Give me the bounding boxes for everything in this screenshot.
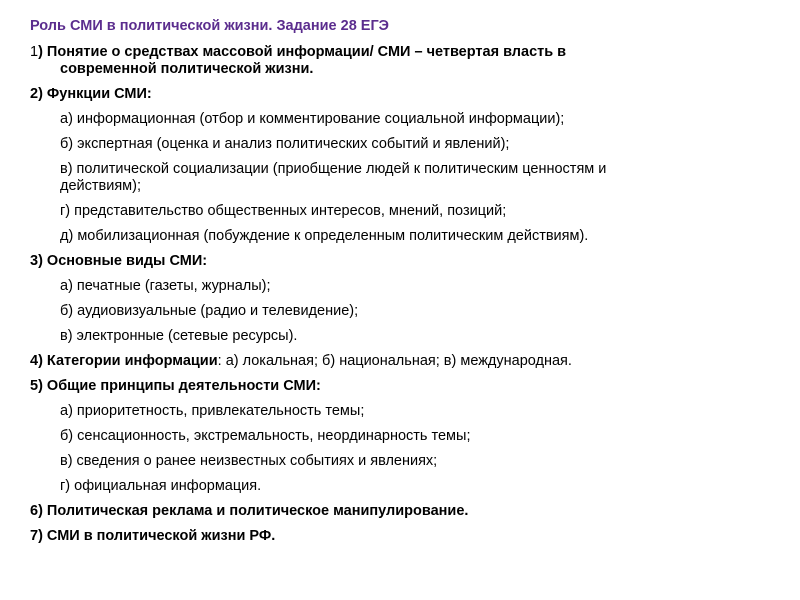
item-1 xyxy=(30,44,775,78)
item-2-sub-c xyxy=(30,161,775,195)
item-6-heading: 6) Политическая реклама и политическое манипулирование. xyxy=(30,503,469,519)
item-2-sub-c-line-2: действиям); xyxy=(60,178,141,194)
item-3-sub-a: а) печатные (газеты, журналы); xyxy=(60,278,271,294)
slide-title: Роль СМИ в политической жизни. Задание 28 ЕГЭ xyxy=(30,18,390,34)
item-2-sub-a: а) информационная (отбор и комментирование социальной информации); xyxy=(60,111,565,127)
item-3-sub-c: в) электронные (сетевые ресурсы). xyxy=(60,328,298,344)
item-3-heading: 3) Основные виды СМИ: xyxy=(30,253,208,269)
item-5-sub-c: в) сведения о ранее неизвестных событиях и явлениях; xyxy=(60,453,438,469)
item-1-text-line-2: современной политической жизни. xyxy=(60,61,314,77)
item-2-heading: 2) Функции СМИ: xyxy=(30,86,152,102)
item-2-sub-d: г) представительство общественных интересов, мнений, позиций; xyxy=(60,203,507,219)
item-4-rest: : а) локальная; б) национальная; в) международная. xyxy=(217,353,572,369)
item-2-sub-c-line-1: в) политической социализации (приобщение людей к политическим ценностям и xyxy=(60,161,607,177)
item-5-heading: 5) Общие принципы деятельности СМИ: xyxy=(30,378,321,394)
item-3-sub-b: б) аудиовизуальные (радио и телевидение); xyxy=(60,303,359,319)
item-4-heading: 4) Категории информации xyxy=(30,353,218,369)
item-5-sub-b: б) сенсационность, экстремальность, неординарность темы; xyxy=(60,428,471,444)
item-4 xyxy=(30,353,775,370)
item-5-sub-d: г) официальная информация. xyxy=(60,478,262,494)
item-5-sub-a: а) приоритетность, привлекательность темы; xyxy=(60,403,365,419)
item-1-text-line-1: ) Понятие о средствах массовой информации/ СМИ – четвертая власть в xyxy=(38,44,567,60)
slide-content xyxy=(30,44,775,553)
item-2-sub-e: д) мобилизационная (побуждение к определенным политическим действиям). xyxy=(60,228,589,244)
item-7-heading: 7) СМИ в политической жизни РФ. xyxy=(30,528,276,544)
item-1-number: 1 xyxy=(30,44,39,60)
item-2-sub-b: б) экспертная (оценка и анализ политических событий и явлений); xyxy=(60,136,510,152)
